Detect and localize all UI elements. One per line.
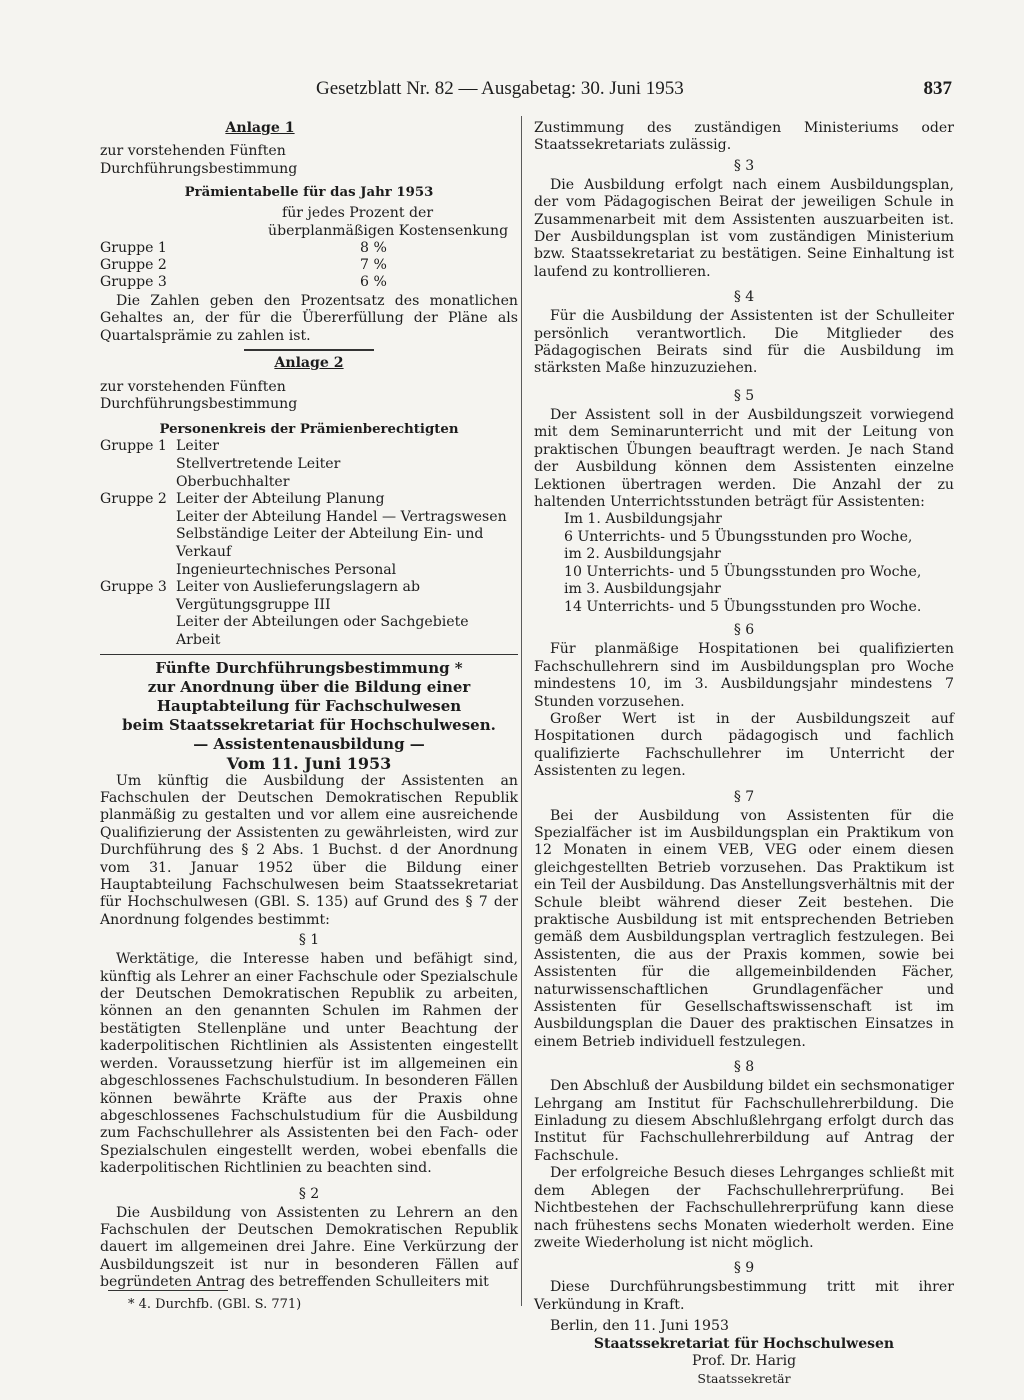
decree-title-5: — Assistentenausbildung —: [193, 734, 425, 753]
paragraph-7-text: Bei der Ausbildung von Assistenten für die Spezialfächer ist im Ausbildungsplan ein Praktikum von 12 Monaten in einem VEB, VEG oder einem diesen gleichgestellten Betrieb vorzusehen. Das Praktikum ist ein Teil der Ausbildung. Das Anstellungsverhältnis mit der Schule bleibt während dieser Zeit bestehen. Die praktische Ausbildung ist mit entsprechenden Betrieben gemäß dem Ausbildungsplan vertraglich festzulegen. Bei Assistenten, die aus der Praxis kommen, sowie bei Assistenten für die allgemeinbildenden Fächer, naturwissenschaftlichen Grundlagenfächer und Assistenten für Gesellschaftswissenschaft ist im Ausbildungsplan die Dauer des praktischen Einsatzes in einem Betrieb individuell festzulegen.: [534, 807, 954, 1050]
decree-title-4: beim Staatssekretariat für Hochschulwesen.: [122, 715, 496, 734]
paragraph-4-heading: § 4: [733, 289, 755, 306]
decree-title-3: Hauptabteilung für Fachschulwesen: [156, 696, 462, 715]
list-item: 6 Unterrichts- und 5 Übungsstunden pro Woche,: [564, 528, 913, 545]
decree-preamble: Um künftig die Ausbildung der Assistenten an Fachschulen der Deutschen Demokratischen Republik planmäßig zu gestalten und vor allem eine ausreichende Qualifizierung der Assistenten zu gewährleisten, wird zur Durchführung des § 2 Abs. 1 Buchst. d der Anordnung vom 31. Januar 1952 über die Bildung einer Hauptabteilung Fachschulwesen beim Staatssekretariat für Hochschulwesen (GBl. S. 135) auf Grund des § 7 der Anordnung folgendes bestimmt:: [100, 772, 518, 928]
paragraph-2-text: Die Ausbildung von Assistenten zu Lehrern an den Fachschulen der Deutschen Demokratischen Republik dauert im allgemeinen drei Jahre. Eine Verkürzung der Ausbildungszeit ist nur in besonderen Fällen auf begründeten Antrag des betreffenden Schulleiters mit: [100, 1204, 518, 1291]
signer-name: Prof. Dr. Harig: [691, 1352, 797, 1369]
list-item: 10 Unterrichts- und 5 Übungsstunden pro Woche,: [564, 563, 922, 580]
eligibility-line: Vergütungsgruppe III: [176, 596, 331, 613]
premium-row-group: Gruppe 1: [100, 240, 167, 257]
eligibility-line: Stellvertretende Leiter: [176, 456, 341, 473]
paragraph-7-heading: § 7: [733, 788, 755, 805]
paragraph-1-heading: § 1: [298, 932, 320, 949]
page-header: [316, 78, 956, 104]
footnote-rule: [108, 1290, 228, 1291]
anlage2-heading: Anlage 2: [274, 355, 344, 372]
paragraph-4-text: Für die Ausbildung der Assistenten ist der Schulleiter persönlich verantwortlich. Die Mitglieder des Pädagogischen Beirats sind für die Ausbildung im stärksten Maße hinzuzuziehen.: [534, 308, 954, 377]
left-column: [100, 120, 518, 1292]
column-divider: [521, 116, 522, 1306]
anlage1-heading: Anlage 1: [225, 120, 295, 136]
anlage1-table-title: Prämientabelle für das Jahr 1953: [184, 185, 434, 201]
list-item: Im 1. Ausbildungsjahr: [564, 511, 722, 528]
paragraph-8-heading: § 8: [733, 1059, 755, 1076]
right-column: [534, 120, 954, 1387]
eligibility-line: Leiter von Auslieferungslagern ab: [176, 579, 420, 596]
page-number: 837: [923, 78, 952, 99]
premium-row-value: 7 %: [360, 257, 387, 274]
paragraph-3-text: Die Ausbildung erfolgt nach einem Ausbildungsplan, der vom Pädagogischen Beirat der jeweiligen Schule in Zusammenarbeit mit dem Assistenten auszuarbeiten ist. Der Ausbildungsplan ist vom zuständigen Ministerium bzw. Staatssekretariat zu bestätigen. Seine Einhaltung ist laufend zu kontrollieren.: [534, 176, 954, 280]
premium-table: [100, 240, 518, 291]
section-rule: [244, 349, 374, 351]
decree-date: Vom 11. Juni 1953: [226, 753, 392, 773]
decree-title-1: Fünfte Durchführungsbestimmung *: [155, 658, 463, 677]
premium-row-value: 8 %: [360, 240, 387, 257]
eligibility-group-lines: [176, 491, 518, 579]
section-rule: [100, 654, 518, 655]
premium-row-group: Gruppe 2: [100, 257, 167, 274]
paragraph-6-text-1: Für planmäßige Hospitationen bei qualifizierten Fachschullehrern sind im Ausbildungsplan pro Woche mindestens 10, im 3. Ausbildungsjahr mindestens 7 Stunden vorzusehen.: [534, 641, 954, 710]
eligibility-line: Arbeit: [176, 632, 221, 648]
premium-row-value: 6 %: [360, 274, 387, 291]
paragraph-9-text: Diese Durchführungsbestimmung tritt mit ihrer Verkündung in Kraft.: [534, 1279, 954, 1313]
list-item: im 2. Ausbildungsjahr: [564, 546, 721, 563]
anlage1-col-head-2: überplanmäßigen Kostensenkung: [268, 222, 509, 239]
paragraph-1-text: Werktätige, die Interesse haben und befähigt sind, künftig als Lehrer an einer Fachschule oder Spezialschule der Deutschen Demokratischen Republik zu arbeiten, können an den genannten Schulen im Rahmen der bestätigten Stellenpläne und unter Beachtung der kaderpolitischen Richtlinien als Assistenten eingestellt werden. Voraussetzung hierfür ist im allgemeinen ein abgeschlossenes Fachschulstudium. In besonderen Fällen können bewährte Kräfte aus der Praxis ohne abgeschlossenes Fachschulstudium für die Ausbildung zum Fachschullehrer als Assistenten bei den Fach- oder Spezialschulen eingestellt werden, wobei ebenfalls die kaderpolitischen Richtlinien zu beachten sind.: [100, 951, 518, 1177]
issuing-authority: Staatssekretariat für Hochschulwesen: [593, 1335, 895, 1352]
eligibility-line: Leiter der Abteilung Handel — Vertragswesen: [176, 508, 507, 525]
paragraph-9-heading: § 9: [733, 1260, 755, 1277]
paragraph-3-heading: § 3: [733, 157, 755, 174]
eligibility-group-label: Gruppe 3: [100, 579, 167, 596]
anlage2-subtitle-2: Durchführungsbestimmung: [100, 396, 298, 413]
eligibility-group-lines: [176, 438, 518, 491]
eligibility-line: Selbständige Leiter der Abteilung Ein- und: [176, 526, 484, 543]
paragraph-8-text-2: Der erfolgreiche Besuch dieses Lehrganges schließt mit dem Ablegen der Fachschullehrerprüfung. Bei Nichtbestehen der Fachschullehrerprüfung kann diese nach frühestens sechs Monaten wiederholt werden. Eine zweite Wiederholung ist nicht möglich.: [534, 1165, 954, 1251]
eligibility-group-label: Gruppe 1: [100, 438, 167, 455]
teaching-hours-list: [534, 511, 954, 616]
anlage2-table-title: Personenkreis der Prämienberechtigten: [159, 422, 459, 438]
list-item: im 3. Ausbildungsjahr: [564, 581, 721, 598]
paragraph-8-text-1: Den Abschluß der Ausbildung bildet ein sechsmonatiger Lehrgang am Institut für Fachschullehrerbildung. Die Einladung zu diesem Abschlußlehrgang erfolgt durch das Institut für Fachschullehrerbildung auf Antrag der Fachschule.: [534, 1078, 954, 1164]
eligibility-group-label: Gruppe 2: [100, 491, 167, 508]
anlage1-note: Die Zahlen geben den Prozentsatz des monatlichen Gehaltes an, der für die Übererfüllung der Pläne als Quartalsprämie zu zahlen ist.: [100, 293, 518, 344]
paragraph-5-text: Der Assistent soll in der Ausbildungszeit vorwiegend mit dem Seminarunterricht und mit der Leitung von praktischen Übungen beauftragt werden. Je nach Stand der Ausbildung können dem Assistenten einzelne Lektionen übertragen werden. Die Anzahl der zu haltenden Unterrichtsstunden beträgt für Assistenten:: [534, 406, 954, 510]
eligibility-line: Leiter: [176, 438, 219, 455]
list-item: 14 Unterrichts- und 5 Übungsstunden pro Woche.: [564, 598, 922, 615]
eligibility-table: [100, 438, 518, 649]
paragraph-6-heading: § 6: [733, 622, 755, 639]
place-date: Berlin, den 11. Juni 1953: [550, 1318, 729, 1335]
signer-title: Staatssekretär: [697, 1370, 791, 1386]
premium-row-group: Gruppe 3: [100, 274, 167, 291]
eligibility-line: Verkauf: [176, 544, 232, 561]
header-title: Gesetzblatt Nr. 82 — Ausgabetag: 30. Juni 1953: [316, 78, 684, 99]
anlage1-col-head-1: für jedes Prozent der: [282, 205, 434, 222]
decree-title-2: zur Anordnung über die Bildung einer: [147, 677, 471, 696]
continuation-text: Zustimmung des zuständigen Ministeriums oder Staatssekretariats zulässig.: [534, 120, 954, 154]
eligibility-line: Oberbuchhalter: [176, 473, 290, 490]
paragraph-6-text-2: Großer Wert ist in der Ausbildungszeit auf Hospitationen durch pädagogisch und fachlich qualifizierte Fachschullehrer im Unterricht der Assistenten zu legen.: [534, 710, 954, 780]
paragraph-2-heading: § 2: [298, 1185, 320, 1202]
eligibility-line: Ingenieurtechnisches Personal: [176, 561, 397, 578]
paragraph-5-heading: § 5: [733, 387, 755, 404]
anlage1-subtitle-1: zur vorstehenden Fünften: [100, 143, 286, 160]
anlage1-subtitle-2: Durchführungsbestimmung: [100, 160, 298, 177]
anlage2-subtitle-1: zur vorstehenden Fünften: [100, 378, 286, 395]
eligibility-line: Leiter der Abteilungen oder Sachgebiete: [176, 614, 469, 631]
eligibility-group-lines: [176, 579, 518, 649]
footnote: * 4. Durchfb. (GBl. S. 771): [128, 1297, 302, 1312]
eligibility-line: Leiter der Abteilung Planung: [176, 491, 385, 508]
